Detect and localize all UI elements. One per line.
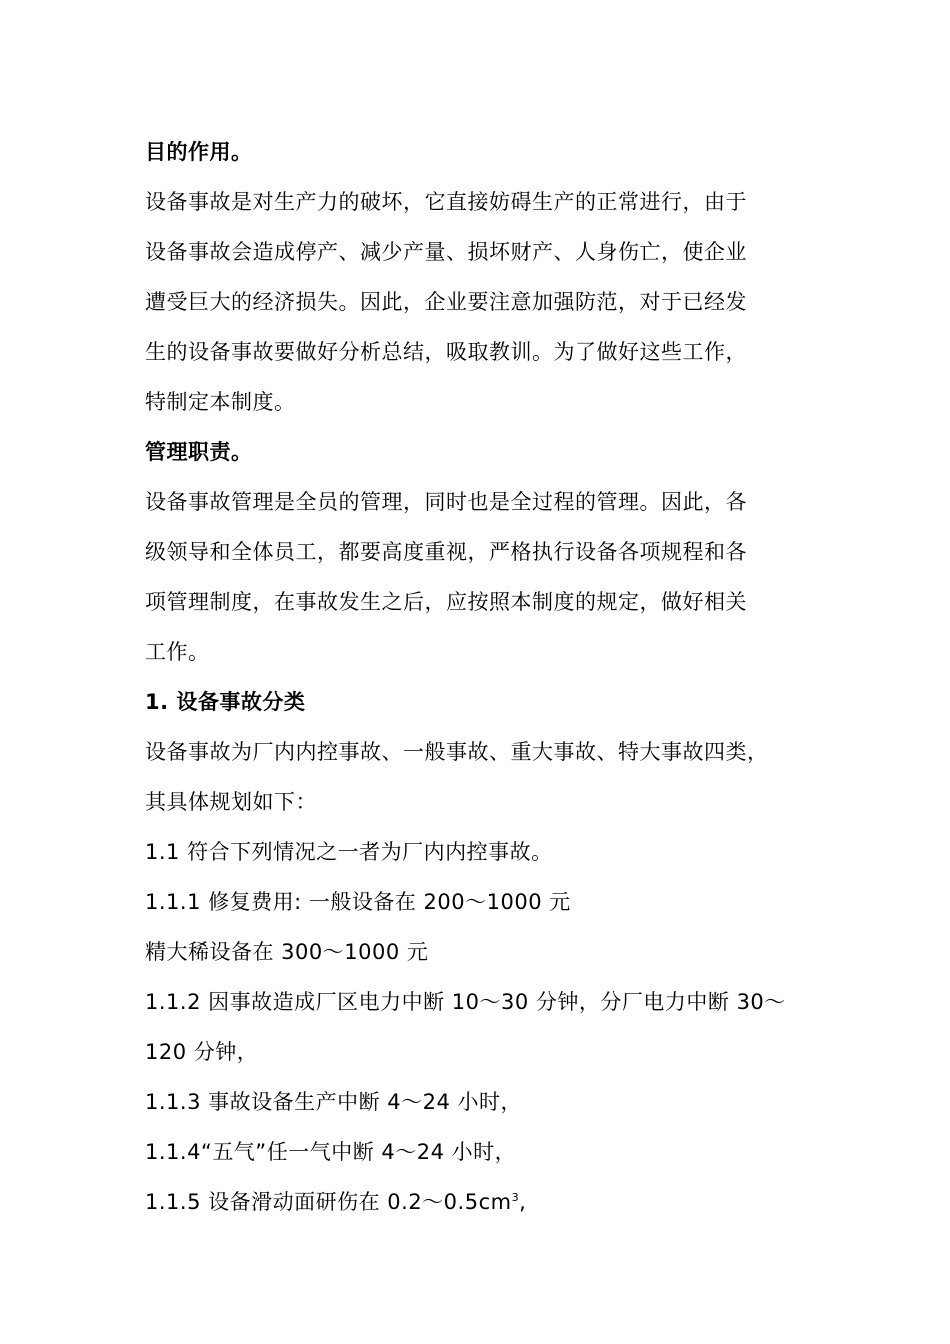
clause-1-1-5-text: 1.1.5 设备滑动面研伤在 0.2～0.5cm (145, 1190, 512, 1214)
paragraph-line: 生的设备事故要做好分析总结，吸取教训。为了做好这些工作， (145, 340, 747, 364)
cubic-superscript: 3 (511, 1191, 520, 1204)
heading-purpose: 目的作用。 (145, 140, 253, 164)
paragraph-line: 设备事故管理是全员的管理，同时也是全过程的管理。因此，各 (145, 490, 747, 514)
clause-1-1-1-continued: 精大稀设备在 300～1000 元 (145, 940, 429, 964)
clause-1-1-1: 1.1.1 修复费用: 一般设备在 200～1000 元 (145, 890, 571, 914)
clause-1-1-2: 1.1.2 因事故造成厂区电力中断 10～30 分钟，分厂电力中断 30～ (145, 990, 786, 1014)
paragraph-line: 设备事故为厂内内控事故、一般事故、重大事故、特大事故四类， (145, 740, 769, 764)
clause-1-1-3: 1.1.3 事故设备生产中断 4～24 小时， (145, 1090, 523, 1114)
clause-1-1-2-continued: 120 分钟， (145, 1040, 259, 1064)
clause-1-1-5-punctuation: , (519, 1190, 527, 1214)
heading-responsibilities: 管理职责。 (145, 440, 253, 464)
clause-1-1-5 (145, 1177, 825, 1227)
clause-1-1: 1.1 符合下列情况之一者为厂内内控事故。 (145, 840, 553, 864)
paragraph-line: 级领导和全体员工，都要高度重视，严格执行设备各项规程和各 (145, 540, 747, 564)
paragraph-line: 其具体规划如下： (145, 790, 317, 814)
document-page (145, 127, 825, 1227)
paragraph-line: 特制定本制度。 (145, 390, 296, 414)
paragraph-line: 项管理制度，在事故发生之后，应按照本制度的规定，做好相关 (145, 590, 747, 614)
paragraph-line: 遭受巨大的经济损失。因此，企业要注意加强防范，对于已经发 (145, 290, 747, 314)
paragraph-line: 设备事故会造成停产、减少产量、损坏财产、人身伤亡，使企业 (145, 240, 747, 264)
paragraph-line: 工作。 (145, 640, 210, 664)
clause-1-1-4: 1.1.4“五气”任一气中断 4～24 小时， (145, 1140, 517, 1164)
paragraph-line: 设备事故是对生产力的破坏，它直接妨碍生产的正常进行，由于 (145, 190, 747, 214)
heading-accident-classification: 1. 设备事故分类 (145, 690, 306, 714)
